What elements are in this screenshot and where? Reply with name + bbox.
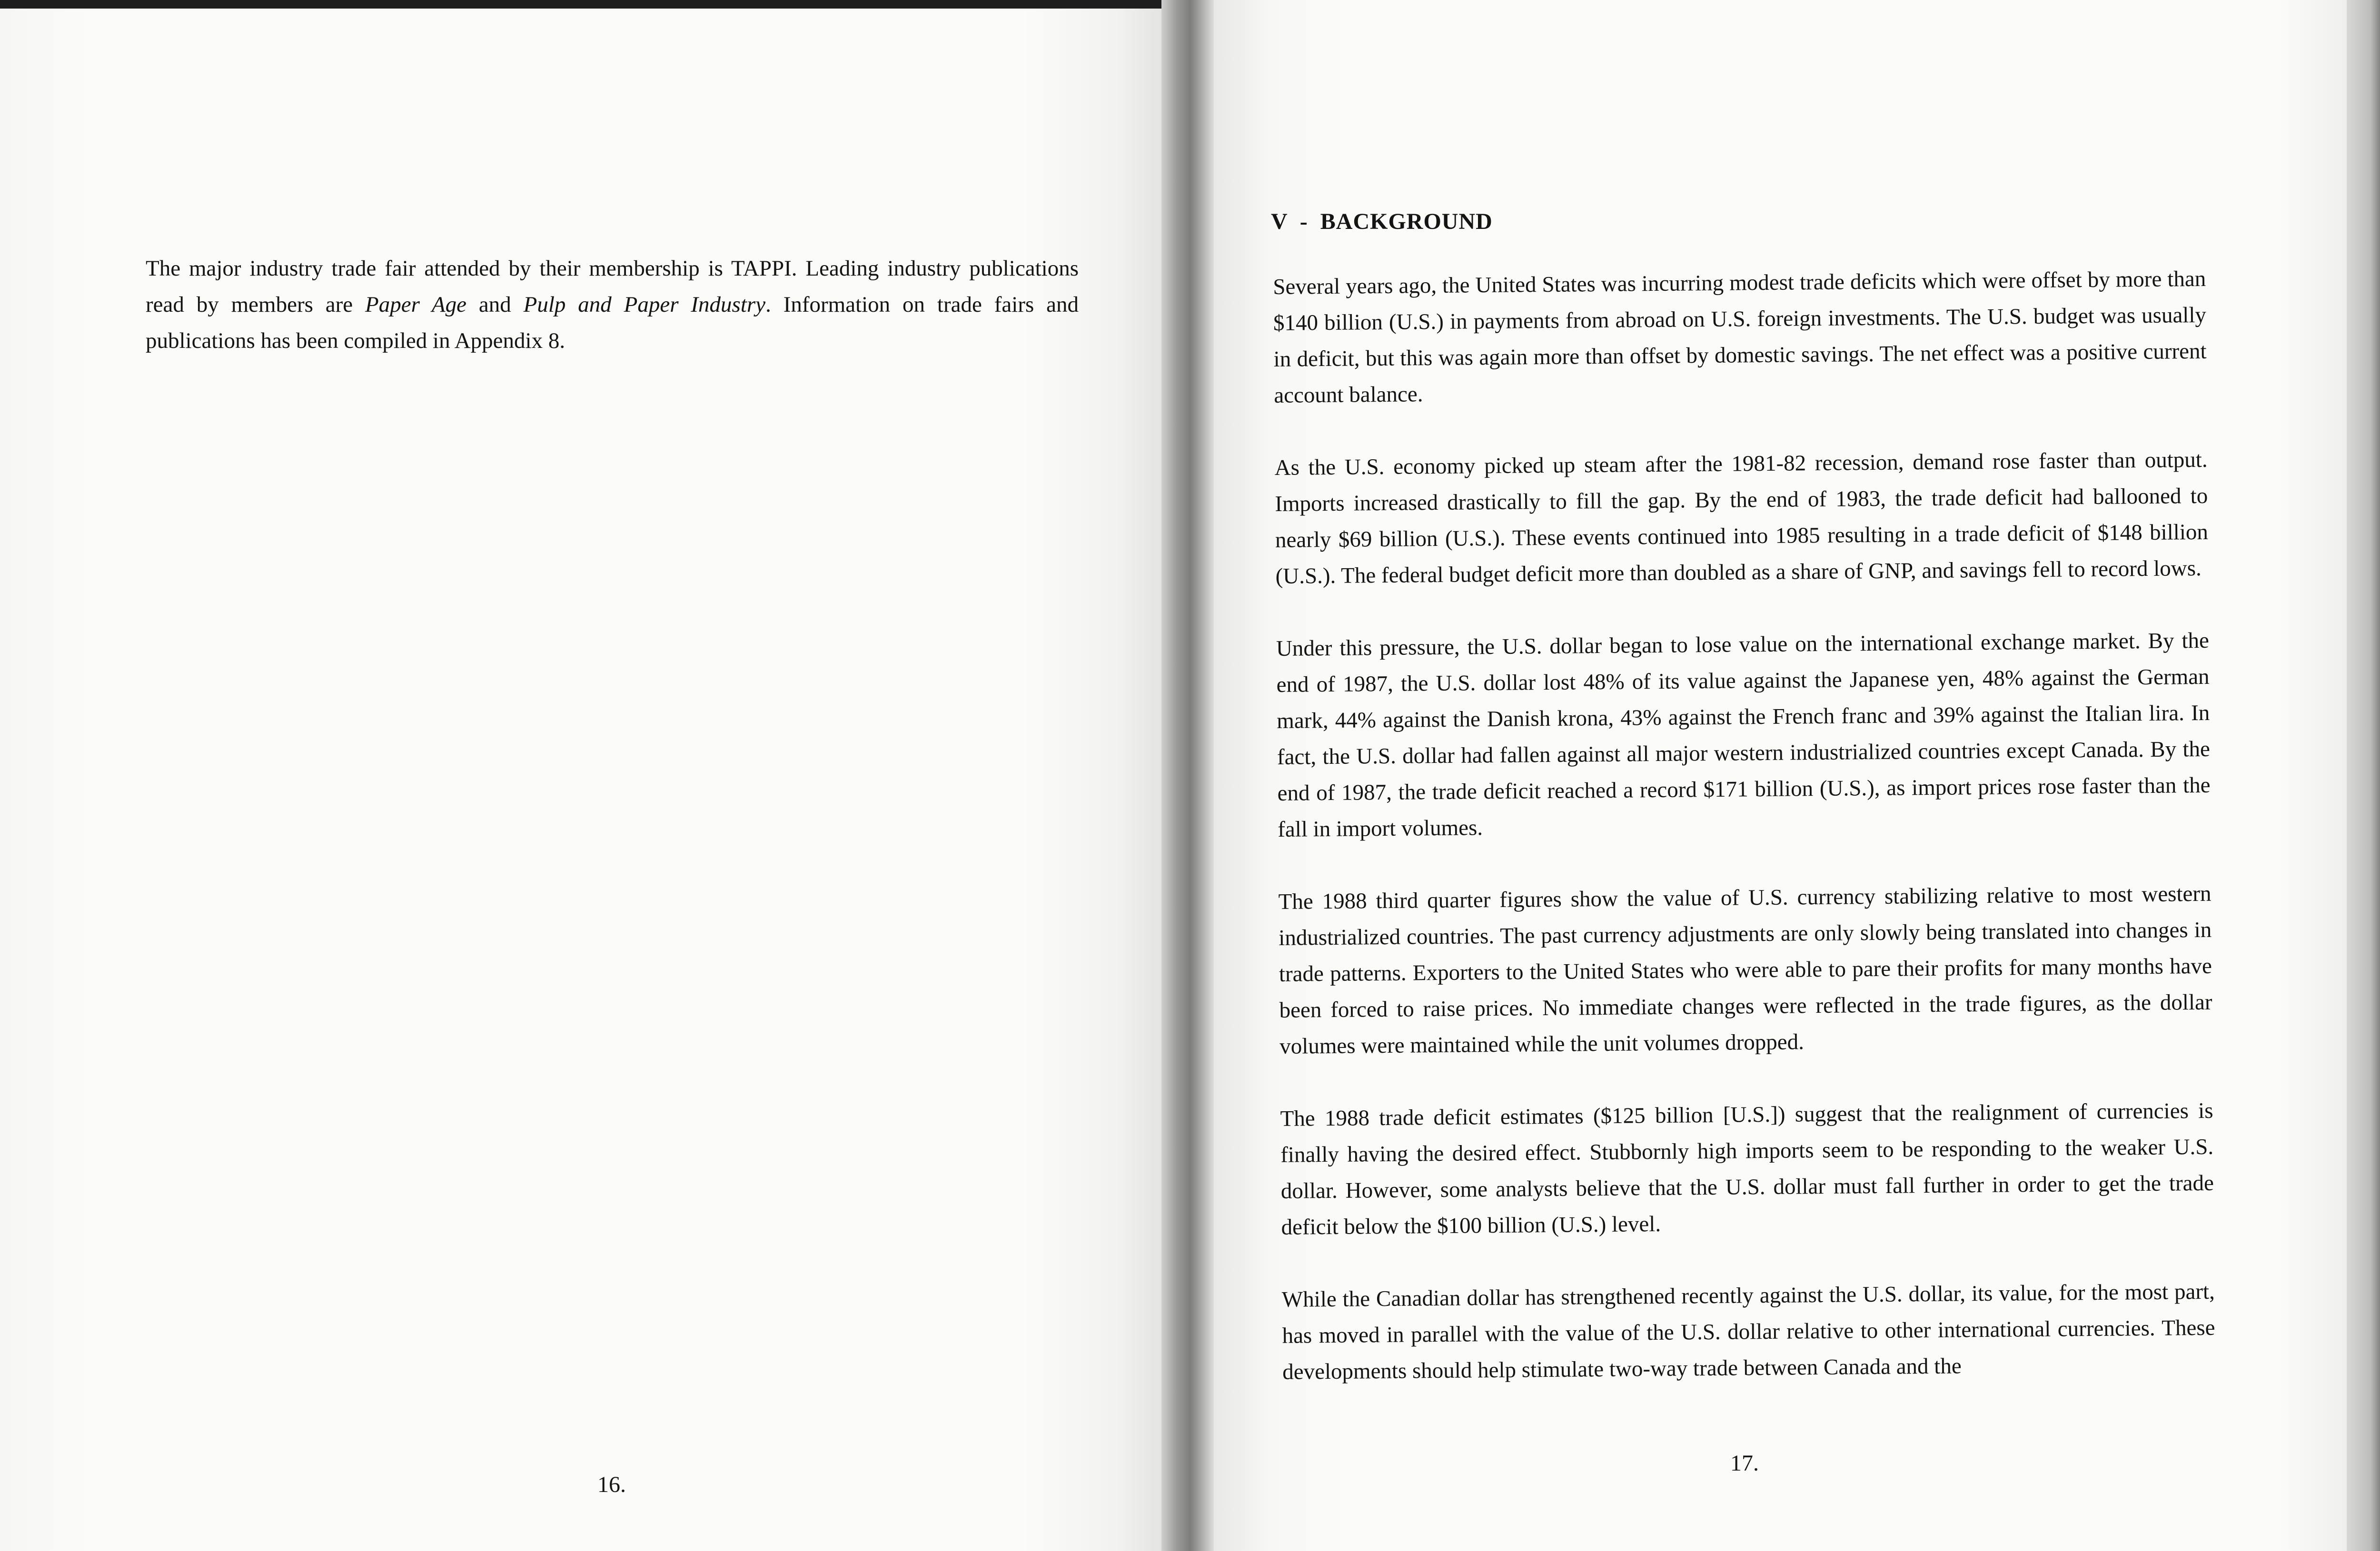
page-edge-shadow bbox=[2347, 0, 2380, 1551]
right-page bbox=[1214, 0, 2347, 1551]
body-paragraph: Several years ago, the United States was incurring modest trade deficits which were offset by more than $140 billion (U.S.) in payments from abroad on U.S. foreign investments. The U.S. budget was usually in deficit, but this was again more than offset by domestic savings. The net effect was a positive current account balance. bbox=[1273, 266, 2207, 408]
section-heading: V - BACKGROUND bbox=[1271, 209, 1493, 234]
trade-fair-paragraph bbox=[146, 250, 1079, 359]
left-page bbox=[0, 9, 1161, 1551]
right-page-body bbox=[1273, 261, 2215, 1390]
left-page-paragraph bbox=[146, 250, 1079, 359]
body-paragraph: The 1988 trade deficit estimates ($125 billion [U.S.]) suggest that the realignment of currencies is finally having the desired effect. Stubbornly high imports seem to be responding to the weaker U.S. dollar. However, some analysts believe that the U.S. dollar must fall further in order to get the trade deficit below the $100 billion (U.S.) level. bbox=[1280, 1098, 2214, 1240]
book-gutter bbox=[1161, 0, 1214, 1551]
paragraph-text-3: . Information on trade fairs and publications has been compiled in Appendix 8. bbox=[146, 292, 1079, 353]
page-number-left: 16. bbox=[597, 1472, 626, 1497]
paragraph-text-1: The major industry trade fair attended by their membership is TAPPI. Leading industry publications read by members are bbox=[146, 256, 1079, 317]
body-paragraph: The 1988 third quarter figures show the value of U.S. currency stabilizing relative to most western industrialized countries. The past currency adjustments are only slowly being translated into changes in trade patterns. Exporters to the United States who were able to pare their profits for many months have been forced to raise prices. No immediate changes were reflected in the trade figures, as the dollar volumes were maintained while the unit volumes dropped. bbox=[1278, 881, 2212, 1059]
publication-title-pulp-and-paper-industry: Pulp and Paper Industry bbox=[523, 292, 766, 317]
page-number-right: 17. bbox=[1730, 1451, 1759, 1476]
publication-title-paper-age: Paper Age bbox=[365, 292, 467, 317]
body-paragraph: As the U.S. economy picked up steam after the 1981-82 recession, demand rose faster than output. Imports increased drastically to fill the gap. By the end of 1983, the trade deficit had ballooned to nearly $69 billion (U.S.). These events continued into 1985 resulting in a trade deficit of $148 billion (U.S.). The federal budget deficit more than doubled as a share of GNP, and savings fell to record lows. bbox=[1274, 447, 2209, 589]
paragraph-text-2: and bbox=[466, 292, 524, 317]
body-paragraph: Under this pressure, the U.S. dollar began to lose value on the international exchange market. By the end of 1987, the U.S. dollar lost 48% of its value against the Japanese yen, 48% against the German mark, 44% against the Danish krona, 43% against the French franc and 39% against the Italian lira. In fact, the U.S. dollar had fallen against all major western industrialized countries except Canada. By the end of 1987, the trade deficit reached a record $171 billion (U.S.), as import prices rose faster than the fall in import volumes. bbox=[1276, 628, 2211, 842]
body-paragraph: While the Canadian dollar has strengthened recently against the U.S. dollar, its value, for the most part, has moved in parallel with the value of the U.S. dollar relative to other international currencies. These developments should help stimulate two-way trade between Canada and the bbox=[1281, 1279, 2215, 1384]
